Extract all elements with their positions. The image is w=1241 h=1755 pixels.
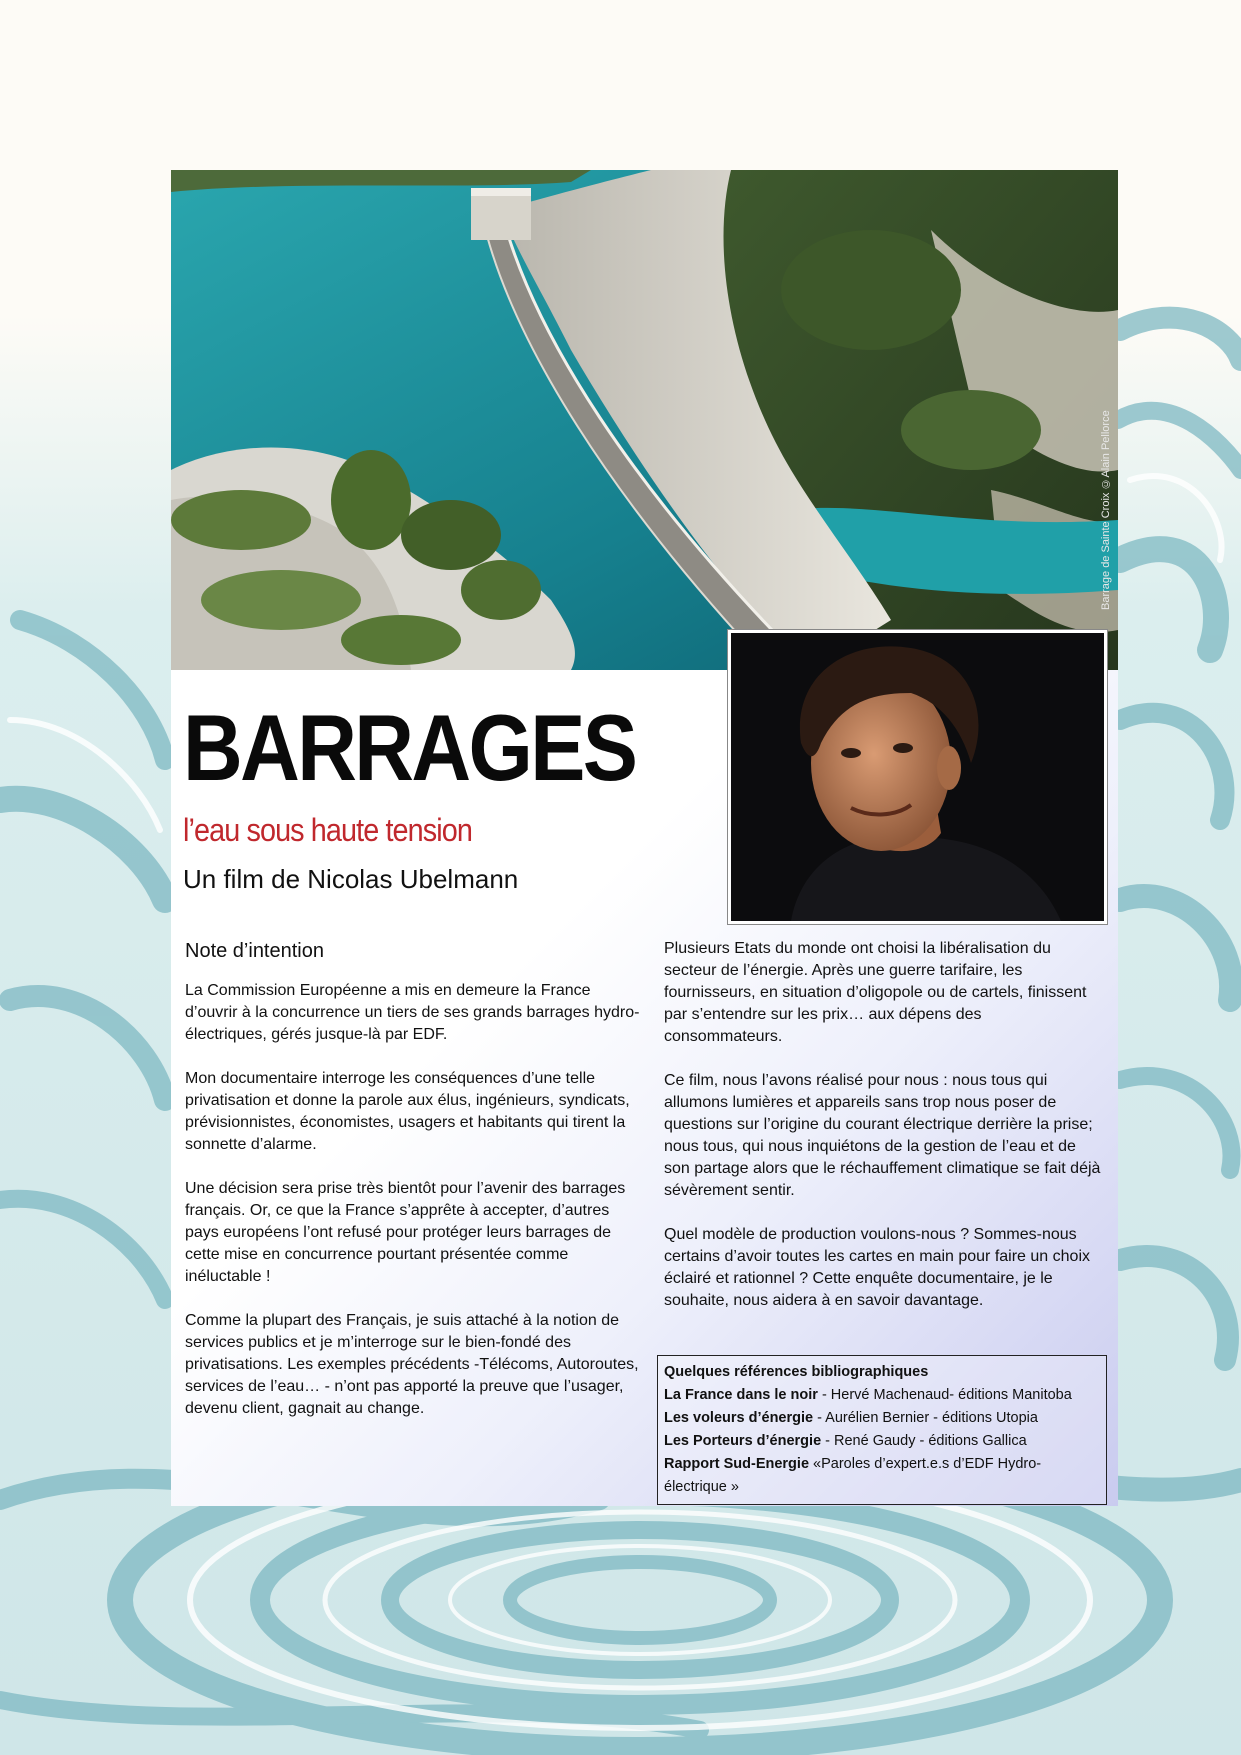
photo-credit: Barrage de Sainte Croix ©Alain Pellorce <box>1100 410 1112 610</box>
dam-photo <box>171 170 1118 670</box>
bibliography-item: La France dans le noir - Hervé Machenaud- éditions Manitoba <box>664 1387 1072 1403</box>
bibliography-box <box>657 1355 1107 1505</box>
flyer-card <box>171 170 1118 1506</box>
note-paragraph: Une décision sera prise très bientôt pour l’avenir des barrages français. Or, ce que la France s’apprête à accepter, d’autres pays européens l’ont refusé pour protéger leurs barrages de cette mise en concurrence pourtant présentée comme inéluctable ! <box>185 1180 626 1285</box>
note-paragraph: Mon documentaire interroge les conséquences d’une telle privatisation et donne la parole aux élus, ingénieurs, syndicats, prévisionnistes, économistes, usagers et habitants qui tirent la sonnette d’alarme. <box>185 1070 630 1153</box>
bibliography-item: Les Porteurs d’énergie - René Gaudy - éditions Gallica <box>664 1433 1027 1449</box>
bibliography-item: Rapport Sud-Energie «Paroles d’expert.e.s d’EDF Hydro-électrique » <box>664 1456 1042 1495</box>
director-portrait <box>728 630 1107 924</box>
note-left-column <box>185 938 645 1442</box>
note-paragraph: Quel modèle de production voulons-nous ? Sommes-nous certains d’avoir toutes les cartes en main pour faire un choix éclairé et rationnel ? Cette enquête documentaire, je le souhaite, nous aidera à en savoir davantage. <box>664 1226 1090 1309</box>
note-paragraph: Comme la plupart des Français, je suis attaché à la notion de services publics et je m’interroge sur le bien-fondé des privatisations. Les exemples précédents -Télécoms, Autoroutes, services de l’eau… - n’ont pas apporté la preuve que l’usager, devenu client, gagnait au change. <box>185 1312 639 1417</box>
note-heading: Note d’intention <box>185 940 324 962</box>
bibliography-heading: Quelques références bibliographiques <box>664 1364 929 1380</box>
bibliography-item: Les voleurs d’énergie - Aurélien Bernier - éditions Utopia <box>664 1410 1038 1426</box>
film-title: BARRAGES <box>183 695 636 800</box>
film-author: Un film de Nicolas Ubelmann <box>183 864 519 894</box>
note-paragraph: Plusieurs Etats du monde ont choisi la libéralisation du secteur de l’énergie. Après une guerre tarifaire, les fournisseurs, en situation d’oligopole ou de cartels, finissent par s’entendre sur les prix… aux dépens des consommateurs. <box>664 940 1087 1045</box>
film-subtitle: l’eau sous haute tension <box>183 812 473 848</box>
note-paragraph: La Commission Européenne a mis en demeure la France d’ouvrir à la concurrence un tiers de ses grands barrages hydro-électriques, gérés jusque-là par EDF. <box>185 982 640 1043</box>
note-right-column <box>664 938 1104 1334</box>
note-paragraph: Ce film, nous l’avons réalisé pour nous : nous tous qui allumons lumières et appareils sans trop nous poser de questions sur l’origine du courant électrique derrière la prise; nous tous, qui nous inquiétons de la gestion de l’eau et de son partage alors que le réchauffement climatique se fait déjà sévèrement sentir. <box>664 1072 1101 1199</box>
